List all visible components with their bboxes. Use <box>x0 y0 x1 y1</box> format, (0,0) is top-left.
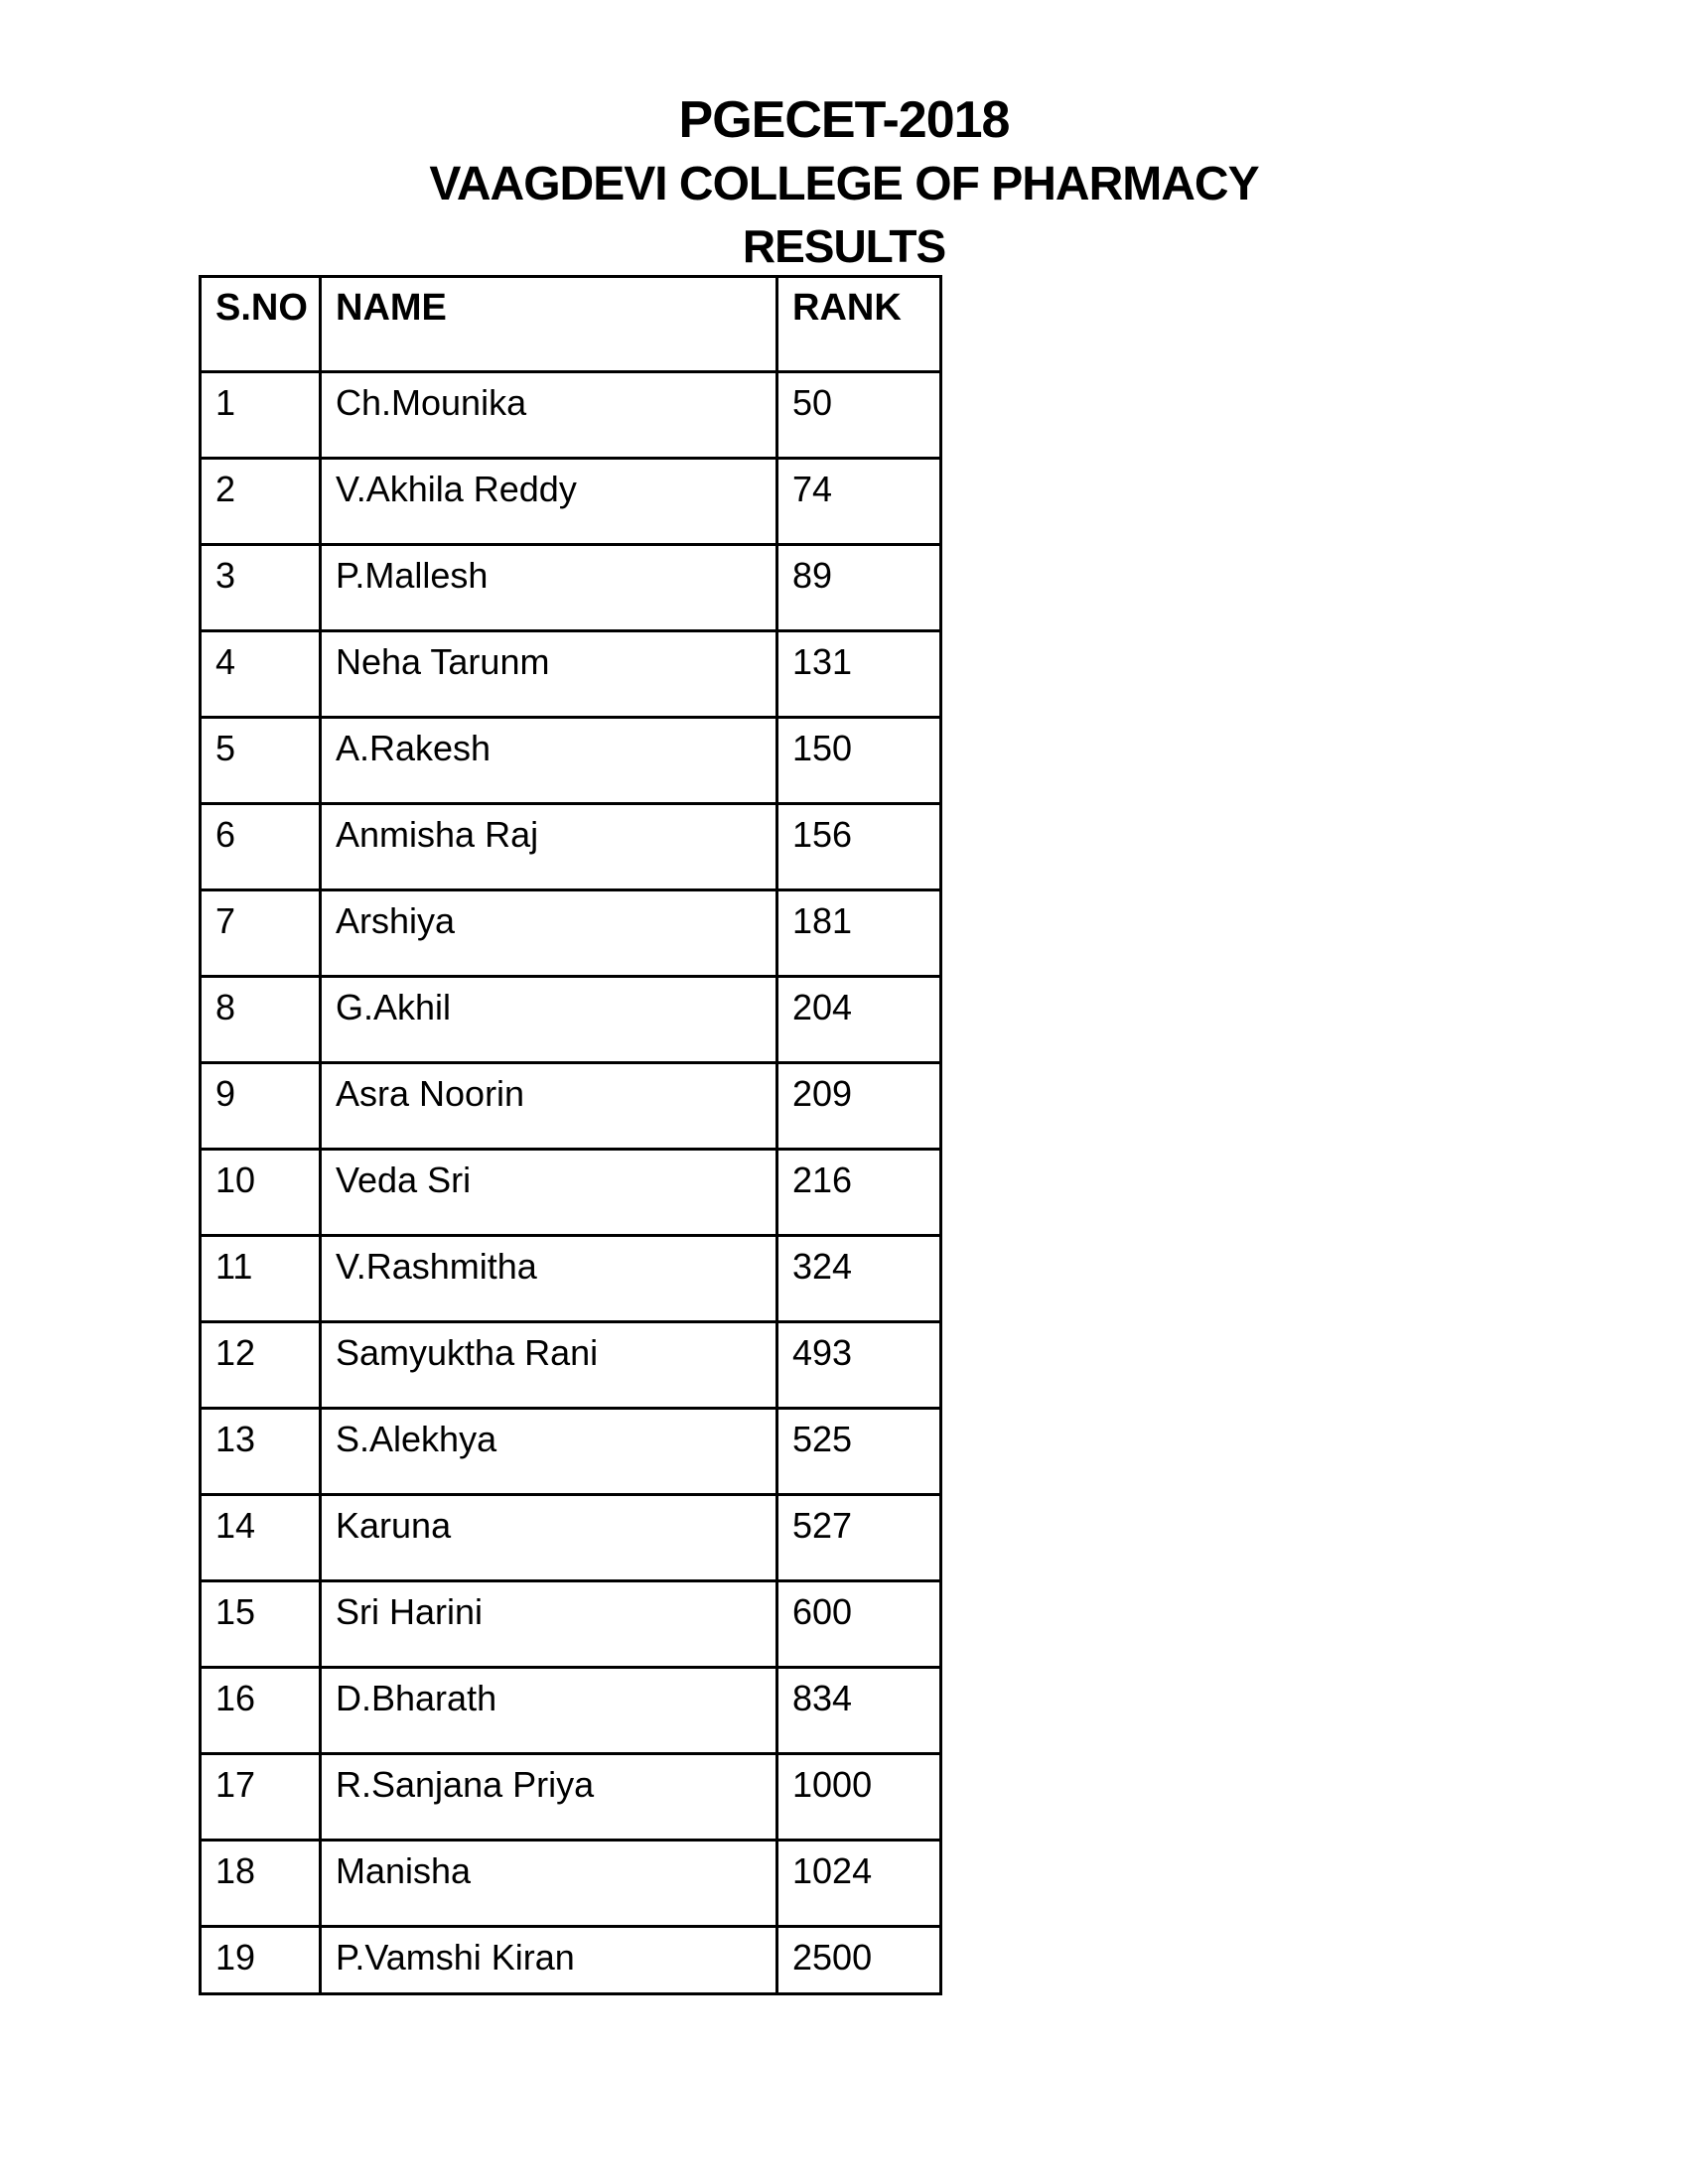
row-sno-cell: 15 <box>201 1581 321 1668</box>
row-rank-cell: 204 <box>777 977 941 1063</box>
title-college: VAAGDEVI COLLEGE OF PHARMACY <box>429 158 1259 210</box>
row-name-cell: G.Akhil <box>321 977 777 1063</box>
row-rank-cell: 150 <box>777 718 941 804</box>
row-rank-cell: 493 <box>777 1322 941 1409</box>
row-rank-cell: 131 <box>777 631 941 718</box>
row-rank-cell: 834 <box>777 1668 941 1754</box>
row-name-cell: Arshiya <box>321 890 777 977</box>
row-sno-cell: 6 <box>201 804 321 890</box>
row-name-cell: D.Bharath <box>321 1668 777 1754</box>
row-name-cell: R.Sanjana Priya <box>321 1754 777 1841</box>
row-name-cell: V.Akhila Reddy <box>321 459 777 545</box>
row-sno-cell: 11 <box>201 1236 321 1322</box>
row-sno-cell: 7 <box>201 890 321 977</box>
row-name-cell: Anmisha Raj <box>321 804 777 890</box>
row-name-cell: A.Rakesh <box>321 718 777 804</box>
row-rank-cell: 600 <box>777 1581 941 1668</box>
row-name-cell: S.Alekhya <box>321 1409 777 1495</box>
row-rank-cell: 1024 <box>777 1841 941 1927</box>
row-sno-cell: 8 <box>201 977 321 1063</box>
row-sno-cell: 18 <box>201 1841 321 1927</box>
header-sno: S.NO <box>201 277 321 372</box>
table-row <box>201 1063 941 1150</box>
row-rank-cell: 156 <box>777 804 941 890</box>
row-rank-cell: 209 <box>777 1063 941 1150</box>
row-rank-cell: 89 <box>777 545 941 631</box>
header-rank: RANK <box>777 277 941 372</box>
row-name-cell: Samyuktha Rani <box>321 1322 777 1409</box>
title-results: RESULTS <box>742 220 946 272</box>
table-row <box>201 1409 941 1495</box>
table-row <box>201 977 941 1063</box>
header-row <box>201 277 941 372</box>
row-name-cell: Sri Harini <box>321 1581 777 1668</box>
row-name-cell: V.Rashmitha <box>321 1236 777 1322</box>
row-sno-cell: 2 <box>201 459 321 545</box>
table-row <box>201 459 941 545</box>
row-sno-cell: 3 <box>201 545 321 631</box>
row-rank-cell: 181 <box>777 890 941 977</box>
table-row <box>201 1495 941 1581</box>
row-name-cell: Manisha <box>321 1841 777 1927</box>
row-name-cell: Veda Sri <box>321 1150 777 1236</box>
title-exam: PGECET-2018 <box>678 91 1010 149</box>
row-name-cell: Karuna <box>321 1495 777 1581</box>
table-row <box>201 1150 941 1236</box>
row-sno-cell: 17 <box>201 1754 321 1841</box>
table-row <box>201 545 941 631</box>
row-rank-cell: 74 <box>777 459 941 545</box>
row-sno-cell: 9 <box>201 1063 321 1150</box>
row-name-cell: Ch.Mounika <box>321 372 777 459</box>
table-row <box>201 1841 941 1927</box>
row-rank-cell: 525 <box>777 1409 941 1495</box>
header-name: NAME <box>321 277 777 372</box>
row-rank-cell: 324 <box>777 1236 941 1322</box>
row-sno-cell: 14 <box>201 1495 321 1581</box>
row-rank-cell: 50 <box>777 372 941 459</box>
results-table-body <box>201 372 941 1994</box>
row-rank-cell: 527 <box>777 1495 941 1581</box>
table-row <box>201 1581 941 1668</box>
row-sno-cell: 12 <box>201 1322 321 1409</box>
row-sno-cell: 19 <box>201 1927 321 1994</box>
title-block <box>0 87 1688 276</box>
table-row <box>201 1927 941 1994</box>
row-rank-cell: 1000 <box>777 1754 941 1841</box>
row-sno-cell: 13 <box>201 1409 321 1495</box>
row-sno-cell: 10 <box>201 1150 321 1236</box>
results-table-header <box>201 277 941 372</box>
row-name-cell: Neha Tarunm <box>321 631 777 718</box>
row-sno-cell: 4 <box>201 631 321 718</box>
row-sno-cell: 16 <box>201 1668 321 1754</box>
table-row <box>201 890 941 977</box>
table-row <box>201 1236 941 1322</box>
table-row <box>201 631 941 718</box>
row-sno-cell: 1 <box>201 372 321 459</box>
row-rank-cell: 2500 <box>777 1927 941 1994</box>
row-sno-cell: 5 <box>201 718 321 804</box>
results-table <box>199 275 942 1995</box>
table-row <box>201 718 941 804</box>
table-row <box>201 1754 941 1841</box>
row-rank-cell: 216 <box>777 1150 941 1236</box>
row-name-cell: P.Vamshi Kiran <box>321 1927 777 1994</box>
table-row <box>201 1668 941 1754</box>
row-name-cell: Asra Noorin <box>321 1063 777 1150</box>
table-row <box>201 1322 941 1409</box>
row-name-cell: P.Mallesh <box>321 545 777 631</box>
table-row <box>201 372 941 459</box>
table-row <box>201 804 941 890</box>
